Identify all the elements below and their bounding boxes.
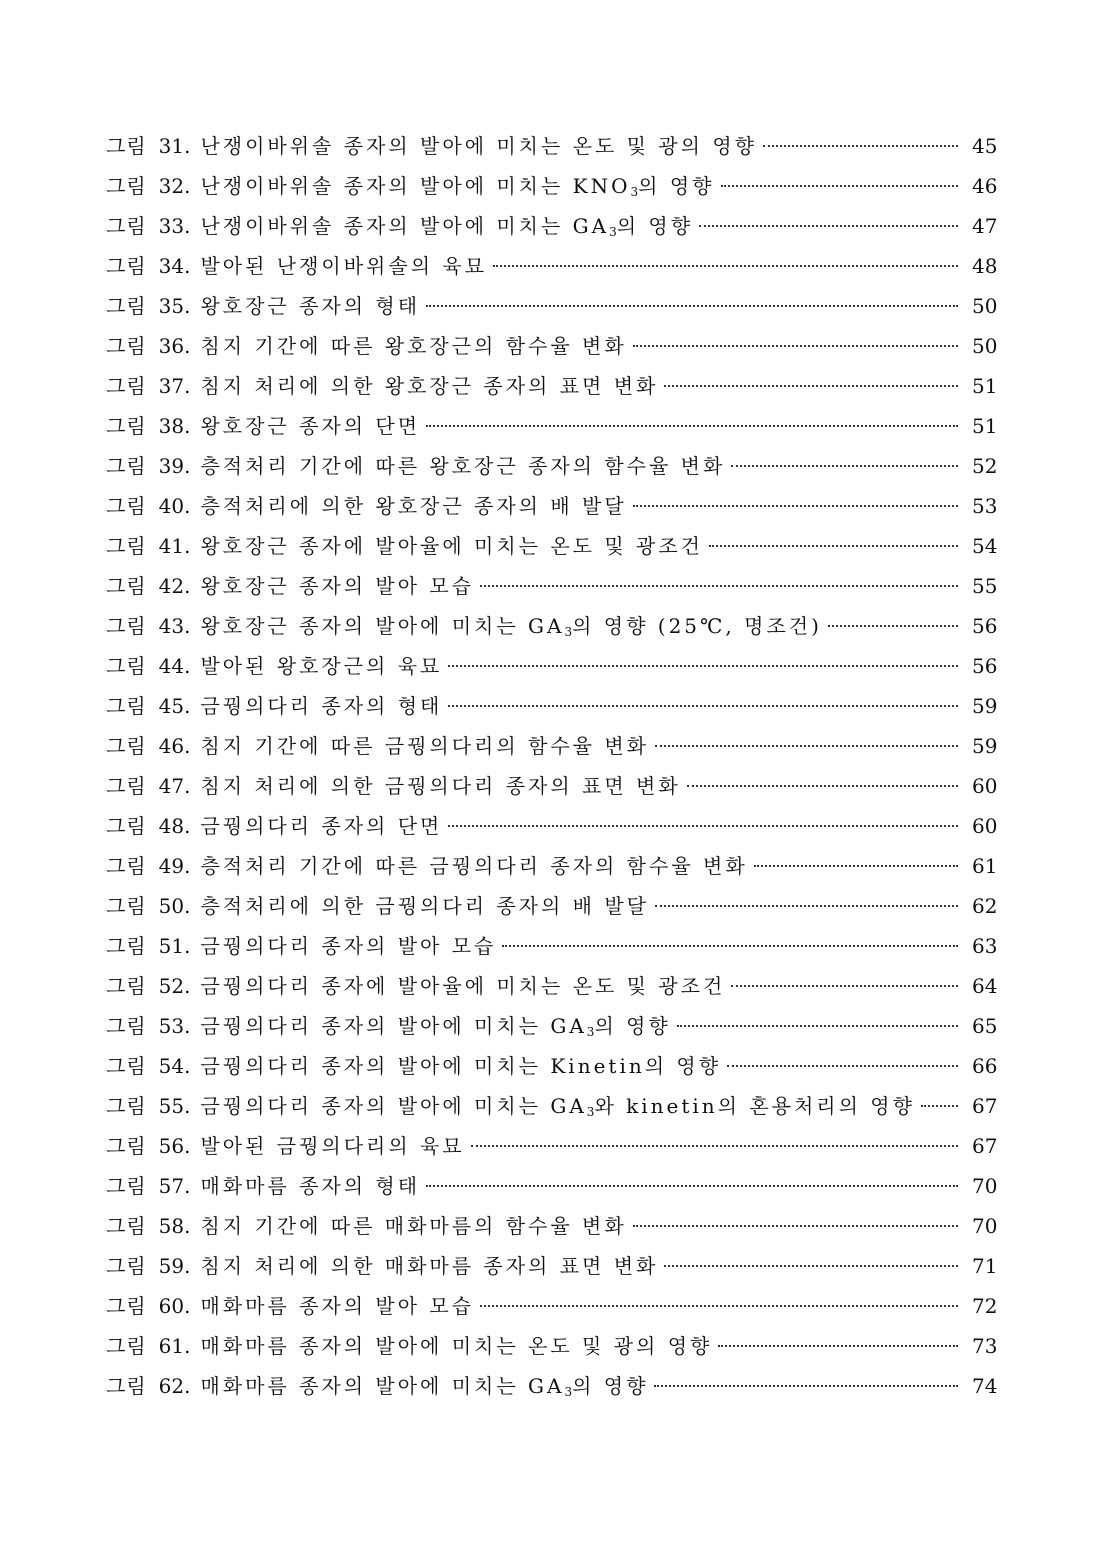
entry-number: 61. bbox=[158, 1334, 191, 1358]
toc-entry[interactable] bbox=[106, 606, 996, 646]
entry-prefix: 그림 bbox=[106, 774, 147, 798]
dot-leader bbox=[727, 1065, 958, 1067]
dot-leader bbox=[426, 425, 958, 427]
entry-prefix: 그림 bbox=[106, 574, 147, 598]
title-text: 금꿩의다리 종자의 발아 모습 bbox=[200, 934, 497, 958]
title-text: 침지 기간에 따른 매화마름의 함수율 변화 bbox=[200, 1214, 627, 1238]
dot-leader bbox=[448, 825, 958, 827]
dot-leader bbox=[633, 345, 958, 347]
title-text: 의 영향 bbox=[616, 214, 694, 238]
entry-page-number: 65 bbox=[972, 1014, 998, 1038]
dot-leader bbox=[921, 1105, 958, 1107]
dot-leader bbox=[654, 1385, 958, 1387]
entry-prefix: 그림 bbox=[106, 614, 147, 638]
toc-entry[interactable] bbox=[106, 886, 996, 926]
entry-number: 57. bbox=[158, 1174, 191, 1198]
entry-page-number: 73 bbox=[972, 1334, 998, 1358]
entry-number: 47. bbox=[158, 774, 191, 798]
title-text: 층적처리 기간에 따른 금꿩의다리 종자의 함수율 변화 bbox=[200, 854, 748, 878]
entry-number: 58. bbox=[158, 1214, 191, 1238]
entry-page-number: 56 bbox=[972, 614, 998, 638]
title-text: 침지 처리에 의한 왕호장근 종자의 표면 변화 bbox=[200, 374, 659, 398]
subscript-text: 3 bbox=[564, 625, 573, 639]
subscript-text: 3 bbox=[630, 185, 639, 199]
title-text: 왕호장근 종자의 발아 모습 bbox=[200, 574, 475, 598]
dot-leader bbox=[664, 1265, 958, 1267]
toc-entry[interactable] bbox=[106, 1006, 996, 1046]
entry-page-number: 60 bbox=[972, 774, 998, 798]
entry-title bbox=[200, 1206, 626, 1246]
entry-prefix: 그림 bbox=[106, 854, 147, 878]
entry-page-number: 50 bbox=[972, 294, 998, 318]
toc-entry[interactable] bbox=[106, 1326, 996, 1366]
entry-page-number: 71 bbox=[972, 1254, 998, 1278]
entry-title bbox=[200, 326, 626, 366]
entry-number: 39. bbox=[158, 454, 191, 478]
dot-leader bbox=[633, 1225, 958, 1227]
entry-title bbox=[200, 806, 442, 846]
entry-number: 50. bbox=[158, 894, 191, 918]
title-text: 왕호장근 종자에 발아율에 미치는 온도 및 광조건 bbox=[200, 534, 703, 558]
dot-leader bbox=[493, 265, 958, 267]
entry-prefix: 그림 bbox=[106, 1054, 147, 1078]
title-text: 매화마름 종자의 발아 모습 bbox=[200, 1294, 475, 1318]
entry-title bbox=[200, 966, 725, 1006]
toc-entry[interactable] bbox=[106, 926, 996, 966]
entry-prefix: 그림 bbox=[106, 1254, 147, 1278]
entry-title bbox=[200, 926, 496, 966]
entry-page-number: 70 bbox=[972, 1214, 998, 1238]
entry-prefix: 그림 bbox=[106, 1174, 147, 1198]
toc-entry[interactable] bbox=[106, 206, 996, 246]
title-text: 매화마름 종자의 발아에 미치는 온도 및 광의 영향 bbox=[200, 1334, 713, 1358]
entry-number: 49. bbox=[158, 854, 191, 878]
title-text: 층적처리에 의한 왕호장근 종자의 배 발달 bbox=[200, 494, 627, 518]
entry-page-number: 51 bbox=[972, 414, 998, 438]
dot-leader bbox=[709, 545, 958, 547]
entry-prefix: 그림 bbox=[106, 734, 147, 758]
entry-prefix: 그림 bbox=[106, 894, 147, 918]
entry-title bbox=[200, 1326, 712, 1366]
toc-entry[interactable] bbox=[106, 1246, 996, 1286]
title-text: 발아된 왕호장근의 육묘 bbox=[200, 654, 443, 678]
subscript-text: 3 bbox=[586, 1025, 595, 1039]
entry-page-number: 67 bbox=[972, 1134, 998, 1158]
entry-prefix: 그림 bbox=[106, 814, 147, 838]
toc-entry[interactable] bbox=[106, 166, 996, 206]
entry-page-number: 59 bbox=[972, 694, 998, 718]
toc-entry[interactable] bbox=[106, 1286, 996, 1326]
entry-number: 62. bbox=[158, 1374, 191, 1398]
entry-number: 48. bbox=[158, 814, 191, 838]
entry-number: 34. bbox=[158, 254, 191, 278]
entry-page-number: 46 bbox=[972, 174, 998, 198]
dot-leader bbox=[754, 865, 958, 867]
entry-title bbox=[200, 686, 442, 726]
subscript-text: 3 bbox=[586, 1105, 595, 1119]
toc-entry[interactable] bbox=[106, 366, 996, 406]
entry-prefix: 그림 bbox=[106, 694, 147, 718]
entry-number: 54. bbox=[158, 1054, 191, 1078]
entry-title bbox=[200, 366, 658, 406]
entry-number: 56. bbox=[158, 1134, 191, 1158]
title-text: 금꿩의다리 종자의 형태 bbox=[200, 694, 443, 718]
toc-entry[interactable] bbox=[106, 446, 996, 486]
entry-prefix: 그림 bbox=[106, 654, 147, 678]
entry-page-number: 72 bbox=[972, 1294, 998, 1318]
entry-title bbox=[200, 1046, 721, 1086]
entry-prefix: 그림 bbox=[106, 1014, 147, 1038]
dot-leader bbox=[677, 1025, 958, 1027]
toc-entry[interactable] bbox=[106, 246, 996, 286]
entry-prefix: 그림 bbox=[106, 934, 147, 958]
entry-number: 45. bbox=[158, 694, 191, 718]
entry-number: 33. bbox=[158, 214, 191, 238]
dot-leader bbox=[687, 785, 958, 787]
entry-number: 44. bbox=[158, 654, 191, 678]
entry-title bbox=[200, 406, 420, 446]
entry-prefix: 그림 bbox=[106, 334, 147, 358]
entry-page-number: 47 bbox=[972, 214, 998, 238]
dot-leader bbox=[731, 465, 958, 467]
title-text: 왕호장근 종자의 형태 bbox=[200, 294, 421, 318]
entry-page-number: 54 bbox=[972, 534, 998, 558]
title-text: 금꿩의다리 종자에 발아율에 미치는 온도 및 광조건 bbox=[200, 974, 726, 998]
title-text: 난쟁이바위솔 종자의 발아에 미치는 KNO bbox=[200, 174, 631, 198]
entry-page-number: 51 bbox=[972, 374, 998, 398]
title-text: 침지 처리에 의한 매화마름 종자의 표면 변화 bbox=[200, 1254, 659, 1278]
title-text: 침지 처리에 의한 금꿩의다리 종자의 표면 변화 bbox=[200, 774, 681, 798]
toc-entry[interactable] bbox=[106, 1366, 996, 1406]
title-text: 금꿩의다리 종자의 단면 bbox=[200, 814, 443, 838]
entry-page-number: 74 bbox=[972, 1374, 998, 1398]
entry-number: 31. bbox=[158, 134, 191, 158]
entry-title bbox=[200, 1286, 474, 1326]
entry-title bbox=[200, 726, 649, 766]
entry-number: 42. bbox=[158, 574, 191, 598]
title-text: 발아된 금꿩의다리의 육묘 bbox=[200, 1134, 465, 1158]
toc-entry[interactable] bbox=[106, 1206, 996, 1246]
title-text: 왕호장근 종자의 발아에 미치는 GA bbox=[200, 614, 565, 638]
title-text: 금꿩의다리 종자의 발아에 미치는 Kinetin의 영향 bbox=[200, 1054, 722, 1078]
title-text: 왕호장근 종자의 단면 bbox=[200, 414, 421, 438]
entry-prefix: 그림 bbox=[106, 1214, 147, 1238]
entry-page-number: 70 bbox=[972, 1174, 998, 1198]
title-text: 와 kinetin의 혼용처리의 영향 bbox=[594, 1094, 915, 1118]
entry-number: 41. bbox=[158, 534, 191, 558]
entry-page-number: 63 bbox=[972, 934, 998, 958]
entry-title bbox=[200, 526, 703, 566]
entry-title bbox=[200, 1126, 464, 1166]
entry-page-number: 61 bbox=[972, 854, 998, 878]
dot-leader bbox=[480, 1305, 958, 1307]
entry-prefix: 그림 bbox=[106, 1374, 147, 1398]
toc-entry[interactable] bbox=[106, 1086, 996, 1126]
entry-page-number: 60 bbox=[972, 814, 998, 838]
entry-number: 38. bbox=[158, 414, 191, 438]
dot-leader bbox=[633, 505, 958, 507]
entry-page-number: 56 bbox=[972, 654, 998, 678]
entry-title bbox=[200, 566, 474, 606]
entry-number: 51. bbox=[158, 934, 191, 958]
entry-prefix: 그림 bbox=[106, 294, 147, 318]
toc-entry[interactable] bbox=[106, 966, 996, 1006]
title-text: 매화마름 종자의 발아에 미치는 GA bbox=[200, 1374, 565, 1398]
entry-prefix: 그림 bbox=[106, 1294, 147, 1318]
entry-prefix: 그림 bbox=[106, 414, 147, 438]
entry-title bbox=[200, 1366, 648, 1412]
entry-title bbox=[200, 766, 680, 806]
subscript-text: 3 bbox=[609, 225, 617, 239]
title-text: 의 영향 bbox=[638, 174, 715, 198]
entry-page-number: 48 bbox=[972, 254, 998, 278]
figure-list bbox=[106, 126, 996, 1406]
title-text: 의 영향 (25℃, 명조건) bbox=[572, 614, 822, 638]
entry-title bbox=[200, 846, 747, 886]
entry-prefix: 그림 bbox=[106, 454, 147, 478]
entry-prefix: 그림 bbox=[106, 534, 147, 558]
entry-number: 35. bbox=[158, 294, 191, 318]
dot-leader bbox=[763, 145, 958, 147]
title-text: 발아된 난쟁이바위솔의 육묘 bbox=[200, 254, 488, 278]
toc-entry[interactable] bbox=[106, 846, 996, 886]
toc-entry[interactable] bbox=[106, 646, 996, 686]
entry-prefix: 그림 bbox=[106, 974, 147, 998]
title-text: 금꿩의다리 종자의 발아에 미치는 GA bbox=[200, 1014, 587, 1038]
entry-page-number: 45 bbox=[972, 134, 998, 158]
dot-leader bbox=[828, 625, 958, 627]
dot-leader bbox=[655, 745, 958, 747]
dot-leader bbox=[731, 985, 958, 987]
entry-page-number: 62 bbox=[972, 894, 998, 918]
toc-entry[interactable] bbox=[106, 686, 996, 726]
dot-leader bbox=[721, 185, 959, 187]
entry-number: 37. bbox=[158, 374, 191, 398]
toc-entry[interactable] bbox=[106, 766, 996, 806]
toc-entry[interactable] bbox=[106, 566, 996, 606]
title-text: 매화마름 종자의 형태 bbox=[200, 1174, 421, 1198]
entry-number: 32. bbox=[158, 174, 191, 198]
entry-number: 40. bbox=[158, 494, 191, 518]
dot-leader bbox=[471, 1145, 958, 1147]
entry-number: 36. bbox=[158, 334, 191, 358]
entry-title bbox=[200, 486, 626, 526]
dot-leader bbox=[655, 905, 958, 907]
dot-leader bbox=[502, 945, 958, 947]
dot-leader bbox=[448, 665, 958, 667]
title-text: 난쟁이바위솔 종자의 발아에 미치는 온도 및 광의 영향 bbox=[200, 134, 757, 158]
dot-leader bbox=[448, 705, 958, 707]
entry-page-number: 66 bbox=[972, 1054, 998, 1078]
entry-page-number: 55 bbox=[972, 574, 998, 598]
title-text: 금꿩의다리 종자의 발아에 미치는 GA bbox=[200, 1094, 587, 1118]
toc-entry[interactable] bbox=[106, 126, 996, 166]
entry-prefix: 그림 bbox=[106, 1134, 147, 1158]
title-text: 층적처리에 의한 금꿩의다리 종자의 배 발달 bbox=[200, 894, 649, 918]
title-text: 의 영향 bbox=[594, 1014, 671, 1038]
toc-entry[interactable] bbox=[106, 486, 996, 526]
entry-page-number: 50 bbox=[972, 334, 998, 358]
dot-leader bbox=[718, 1345, 958, 1347]
entry-title bbox=[200, 1166, 420, 1206]
title-text: 난쟁이바위솔 종자의 발아에 미치는 GA bbox=[200, 214, 610, 238]
entry-number: 53. bbox=[158, 1014, 191, 1038]
toc-entry[interactable] bbox=[106, 806, 996, 846]
entry-title bbox=[200, 1246, 658, 1286]
entry-title bbox=[200, 246, 487, 286]
toc-entry[interactable] bbox=[106, 326, 996, 366]
entry-page-number: 67 bbox=[972, 1094, 998, 1118]
toc-entry[interactable] bbox=[106, 526, 996, 566]
toc-entry[interactable] bbox=[106, 286, 996, 326]
entry-number: 59. bbox=[158, 1254, 191, 1278]
entry-prefix: 그림 bbox=[106, 134, 147, 158]
entry-page-number: 59 bbox=[972, 734, 998, 758]
dot-leader bbox=[426, 305, 958, 307]
entry-number: 46. bbox=[158, 734, 191, 758]
subscript-text: 3 bbox=[564, 1385, 573, 1399]
entry-prefix: 그림 bbox=[106, 174, 147, 198]
title-text: 층적처리 기간에 따른 왕호장근 종자의 함수율 변화 bbox=[200, 454, 726, 478]
entry-prefix: 그림 bbox=[106, 1094, 147, 1118]
entry-title bbox=[200, 446, 725, 486]
dot-leader bbox=[699, 225, 958, 227]
title-text: 침지 기간에 따른 금꿩의다리의 함수율 변화 bbox=[200, 734, 649, 758]
dot-leader bbox=[664, 385, 958, 387]
entry-prefix: 그림 bbox=[106, 254, 147, 278]
entry-number: 43. bbox=[158, 614, 191, 638]
title-text: 침지 기간에 따른 왕호장근의 함수율 변화 bbox=[200, 334, 627, 358]
entry-number: 52. bbox=[158, 974, 191, 998]
entry-number: 55. bbox=[158, 1094, 191, 1118]
entry-prefix: 그림 bbox=[106, 214, 147, 238]
entry-title bbox=[200, 286, 420, 326]
title-text: 의 영향 bbox=[572, 1374, 649, 1398]
entry-prefix: 그림 bbox=[106, 1334, 147, 1358]
entry-prefix: 그림 bbox=[106, 374, 147, 398]
toc-entry[interactable] bbox=[106, 726, 996, 766]
toc-entry[interactable] bbox=[106, 1046, 996, 1086]
entry-title bbox=[200, 886, 649, 926]
dot-leader bbox=[426, 1185, 958, 1187]
toc-entry[interactable] bbox=[106, 406, 996, 446]
entry-page-number: 52 bbox=[972, 454, 998, 478]
entry-page-number: 53 bbox=[972, 494, 998, 518]
entry-prefix: 그림 bbox=[106, 494, 147, 518]
toc-entry[interactable] bbox=[106, 1166, 996, 1206]
entry-title bbox=[200, 126, 757, 166]
toc-entry[interactable] bbox=[106, 1126, 996, 1166]
dot-leader bbox=[480, 585, 958, 587]
entry-number: 60. bbox=[158, 1294, 191, 1318]
entry-title bbox=[200, 646, 442, 686]
entry-page-number: 64 bbox=[972, 974, 998, 998]
